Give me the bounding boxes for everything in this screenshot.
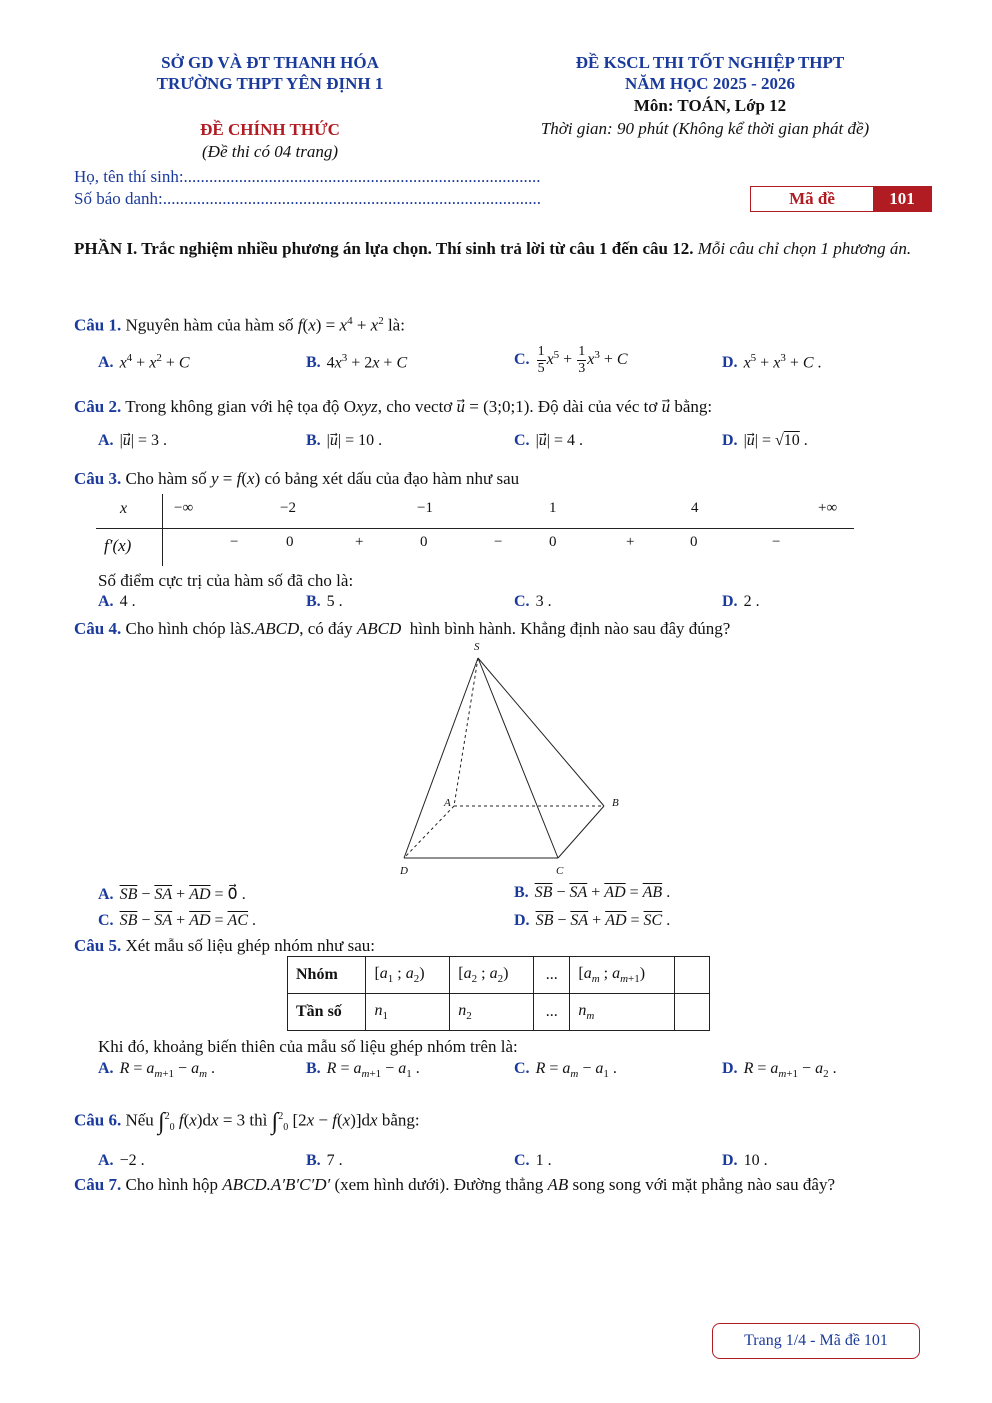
table-cell: $n_m$: [570, 994, 675, 1031]
part1-title: PHẦN I. Trắc nghiệm nhiều phương án lựa chọn. Thí sinh trả lời từ câu 1 đến câu 12.: [74, 239, 694, 258]
q4-option-b[interactable]: B. $\overline{SB} - \overline{SA} + \overline{AD} = \overline{AB}$ .: [514, 884, 671, 901]
question-5: [74, 935, 375, 957]
question-5-label: Câu 5.: [74, 936, 122, 955]
school-year: NĂM HỌC 2025 - 2026: [625, 74, 795, 93]
table-cell: $n_2$: [450, 994, 534, 1031]
sign-value: 0: [420, 534, 428, 550]
q3-option-b[interactable]: B. 5 .: [306, 593, 343, 610]
q1-option-b[interactable]: B. $4x^3 + 2x + C$: [306, 352, 408, 372]
question-6: Câu 6. Nếu ∫$^2_0$ f(x)dx = 3 thì ∫$^2_0$ [2x − f(x)]dx bằng:: [74, 1108, 420, 1135]
sign-value: 0: [286, 534, 294, 550]
q3-option-d[interactable]: D. 2 .: [722, 593, 760, 610]
school-name: TRƯỜNG THPT YÊN ĐỊNH 1: [156, 74, 384, 93]
question-4-text: Cho hình chóp là: [125, 619, 243, 638]
grouped-data-table: [287, 956, 710, 1031]
sign-value: −: [230, 534, 239, 550]
sign-value: −: [772, 534, 781, 550]
question-2-text: Trong không gian với hệ tọa độ: [125, 397, 340, 416]
sign-value: +: [355, 534, 364, 550]
department-name: SỞ GD VÀ ĐT THANH HÓA: [161, 53, 379, 72]
x-value: +∞: [818, 500, 838, 516]
exam-title: ĐỀ KSCL THI TỐT NGHIỆP THPT: [575, 53, 845, 72]
vertex-B: B: [612, 797, 619, 809]
table-cell: [675, 994, 710, 1031]
vertex-C: C: [556, 865, 564, 877]
exam-code-box: [750, 186, 932, 212]
q3-option-a[interactable]: A. 4 .: [98, 593, 136, 610]
question-7-text3: song song với mặt phẳng nào sau đây?: [572, 1175, 836, 1194]
question-5-text: Xét mẫu số liệu ghép nhóm như sau:: [125, 936, 376, 955]
question-1-text: Nguyên hàm của hàm số: [125, 315, 294, 335]
q4-option-c[interactable]: C. $\overline{SB} - \overline{SA} + \overline{AD} = \overline{AC}$ .: [98, 912, 256, 929]
q5-option-a[interactable]: A. $R = a_{m+1} - a_m$ .: [98, 1060, 216, 1081]
x-value: −2: [280, 500, 296, 516]
part1-note: Mỗi câu chỉ chọn 1 phương án.: [693, 239, 912, 258]
exam-code-value: 101: [873, 187, 931, 211]
sign-value: 0: [690, 534, 698, 550]
table-cell: ...: [534, 957, 570, 994]
question-6-text: Nếu: [125, 1110, 154, 1130]
q6-option-b[interactable]: B. 7 .: [306, 1152, 343, 1169]
official-label: ĐỀ CHÍNH THỨC: [200, 120, 340, 139]
page-footer: Trang 1/4 - Mã đề 101: [712, 1323, 920, 1359]
sign-table-fprime-label: f′(x): [104, 536, 132, 555]
edge-SD: [404, 658, 478, 858]
question-2: Câu 2. Trong không gian với hệ tọa độ Oxyz, cho vectơ u⃗ = (3;0;1). Độ dài của véc tơ u⃗ bằng:: [74, 397, 713, 416]
vertex-D: D: [400, 865, 408, 877]
q4-option-d[interactable]: D. $\overline{SB} - \overline{SA} + \overline{AD} = \overline{SC}$ .: [514, 912, 671, 929]
question-4-label: Câu 4.: [74, 619, 122, 638]
x-value: 1: [549, 500, 557, 516]
sign-table-x-label: x: [120, 500, 128, 517]
q4-option-a[interactable]: A. $\overline{SB} - \overline{SA} + \overline{AD}$ = 0⃗ .: [98, 886, 246, 903]
table-cell: [$a_1$ ; $a_2$): [366, 957, 450, 994]
q6-option-d[interactable]: D. 10 .: [722, 1152, 768, 1169]
edge-CB: [558, 806, 604, 858]
q6-option-a[interactable]: A. −2 .: [98, 1152, 145, 1169]
q5-option-d[interactable]: D. $R = a_{m+1} - a_2$ .: [722, 1060, 837, 1081]
q6-option-c[interactable]: C. 1 .: [514, 1152, 552, 1169]
sign-value: +: [626, 534, 635, 550]
table-cell: [$a_2$ ; $a_2$): [450, 957, 534, 994]
question-3-text2: có bảng xét dấu của đạo hàm như sau: [264, 469, 520, 488]
time-note: Thời gian: 90 phút (Không kể thời gian phát đề): [540, 119, 870, 138]
q2-option-a[interactable]: A. |u⃗| = 3 .: [98, 432, 167, 449]
question-5-ask: Khi đó, khoảng biến thiên của mẫu số liệu ghép nhóm trên là:: [98, 1037, 518, 1056]
q1-option-c[interactable]: C. $\frac{1}{5}$ $x^5$ + $\frac{1}{3}$ $x^3 + C$: [514, 344, 628, 376]
table-cell: [675, 957, 710, 994]
question-4-text3: hình bình hành. Khẳng định nào sau đây đúng?: [409, 619, 731, 638]
question-1-tail: là:: [387, 315, 405, 335]
question-1: Câu 1. Nguyên hàm của hàm số $f(x) = x^4 + x^2$ là:: [74, 315, 405, 335]
question-6-text2: thì: [249, 1110, 268, 1130]
table-head-group: Nhóm: [288, 957, 366, 994]
table-head-frequency: Tần số: [288, 994, 366, 1031]
question-7: Câu 7. Cho hình hộp ABCD.A′B′C′D′ (xem hình dưới). Đường thẳng AB song song với mặt phẳng nào sau đây?: [74, 1175, 836, 1194]
q3-option-c[interactable]: C. 3 .: [514, 593, 552, 610]
question-3: Câu 3. Cho hàm số y = f(x) có bảng xét dấu của đạo hàm như sau: [74, 469, 520, 488]
q5-option-b[interactable]: B. $R = a_{m+1} - a_1$ .: [306, 1060, 420, 1081]
sign-table-divider-h: [96, 528, 854, 529]
q1-option-a[interactable]: A. $x^4 + x^2 + C$: [98, 352, 190, 372]
part1-instructions: [74, 237, 926, 261]
q1-option-d[interactable]: D. $x^5 + x^3 + C$ .: [722, 352, 822, 372]
x-value: −∞: [174, 500, 194, 516]
q2-option-b[interactable]: B. |u⃗| = 10 .: [306, 432, 383, 449]
sign-table-divider-v: [162, 494, 163, 566]
edge-AD: [404, 806, 454, 858]
sign-value: −: [494, 534, 503, 550]
pyramid-figure: [390, 638, 640, 878]
question-3-label: Câu 3.: [74, 469, 122, 488]
question-2-label: Câu 2.: [74, 397, 122, 416]
question-6-label: Câu 6.: [74, 1110, 122, 1130]
sign-value: 0: [549, 534, 557, 550]
vertex-S: S: [474, 641, 480, 653]
candidate-id-field: Số báo danh:.........................................................................................: [74, 189, 542, 208]
table-cell: [$a_m$ ; $a_{m+1}$): [570, 957, 675, 994]
x-value: −1: [417, 500, 433, 516]
subject: Môn: TOÁN, Lớp 12: [633, 96, 787, 115]
x-value: 4: [691, 500, 699, 516]
q2-option-c[interactable]: C. |u⃗| = 4 .: [514, 432, 583, 449]
question-7-text: Cho hình hộp: [125, 1175, 219, 1194]
question-6-text3: bằng:: [381, 1110, 420, 1130]
sign-table: [96, 494, 854, 566]
q2-option-d[interactable]: D. |u⃗| = √10 .: [722, 432, 808, 449]
table-cell: $n_1$: [366, 994, 450, 1031]
exam-code-label: Mã đề: [789, 189, 835, 208]
question-4: Câu 4. Cho hình chóp làS.ABCD, có đáy ABCD hình bình hành. Khẳng định nào sau đây đúng?: [74, 619, 731, 638]
edge-SA: [454, 658, 478, 806]
question-3-text: Cho hàm số: [125, 469, 207, 488]
pages-note: (Đề thi có 04 trang): [202, 142, 338, 161]
table-cell: ...: [534, 994, 570, 1031]
question-1-label: Câu 1.: [74, 315, 122, 335]
question-7-label: Câu 7.: [74, 1175, 122, 1194]
question-7-text2: (xem hình dưới). Đường thẳng: [334, 1175, 544, 1194]
edge-SC: [478, 658, 558, 858]
edge-SB: [478, 658, 604, 806]
candidate-name-field: Họ, tên thí sinh:....................................................................................: [74, 167, 541, 186]
q5-option-c[interactable]: C. $R = a_m - a_1$ .: [514, 1060, 617, 1081]
vertex-A: A: [444, 797, 451, 809]
question-3-ask: Số điểm cực trị của hàm số đã cho là:: [98, 571, 354, 590]
